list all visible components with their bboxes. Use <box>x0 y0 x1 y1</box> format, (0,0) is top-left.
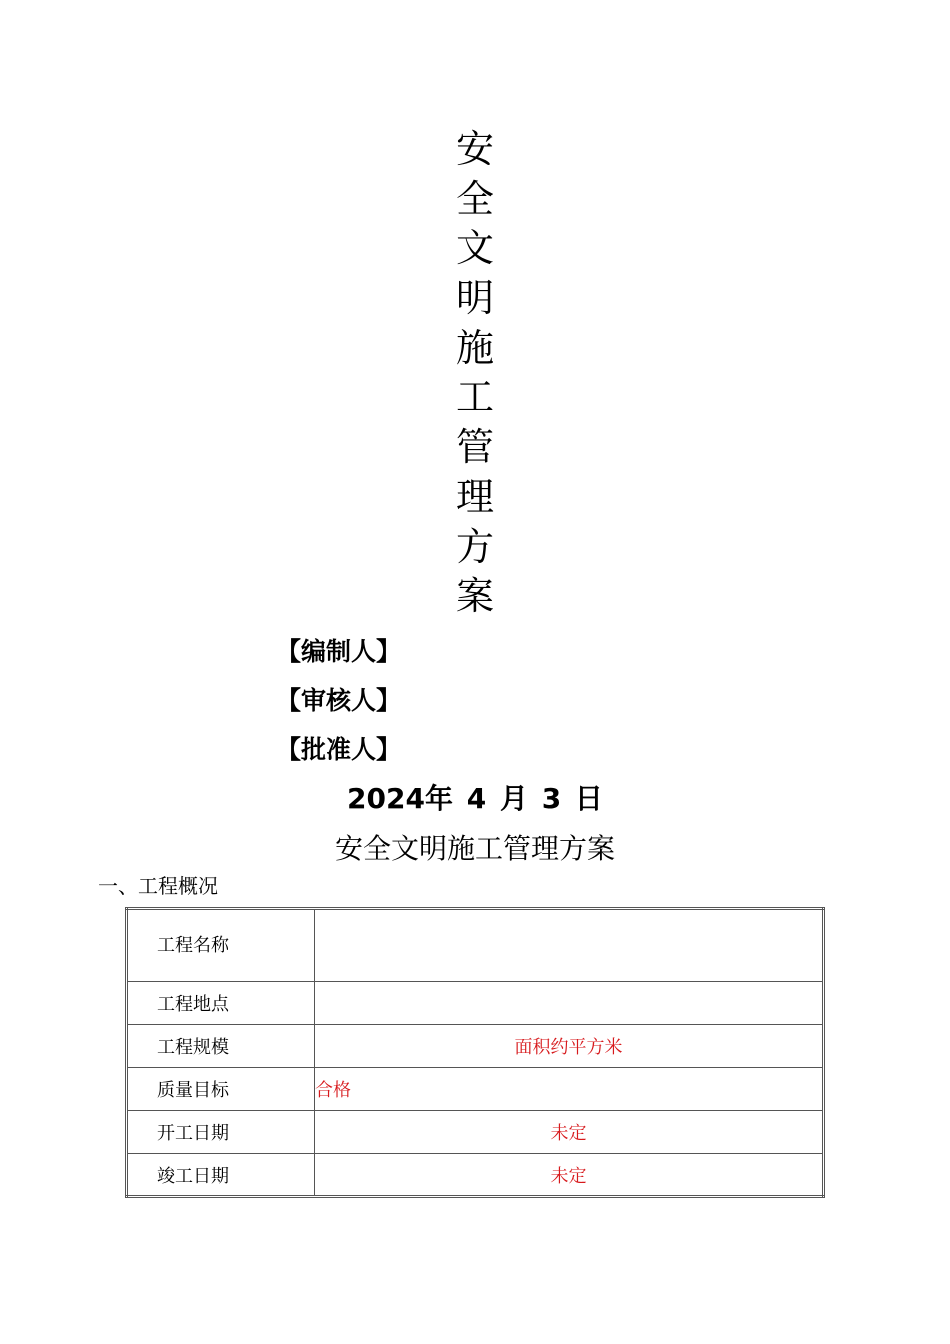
section-heading-overview: 一、工程概况 <box>98 874 218 898</box>
title-char: 文 <box>455 226 494 271</box>
title-char: 施 <box>455 325 494 370</box>
table-value: 合格 <box>315 1068 824 1111</box>
table-label: 工程规模 <box>127 1025 315 1068</box>
table-row <box>127 1025 824 1068</box>
table-row <box>127 909 824 982</box>
table-row <box>127 1111 824 1154</box>
project-overview-table <box>125 907 825 1198</box>
table-value: 未定 <box>315 1154 824 1197</box>
title-char: 工 <box>455 375 494 420</box>
signature-reviewer: 【审核人】 <box>276 686 402 715</box>
signature-compiler: 【编制人】 <box>276 637 402 666</box>
title-char: 案 <box>455 574 494 619</box>
table-row <box>127 1068 824 1111</box>
table-label: 工程名称 <box>127 909 315 982</box>
title-char: 理 <box>455 474 494 519</box>
table-label: 竣工日期 <box>127 1154 315 1197</box>
cover-vertical-title <box>0 125 950 622</box>
table-value: 面积约平方米 <box>315 1025 824 1068</box>
table-label: 工程地点 <box>127 982 315 1025</box>
title-char: 方 <box>455 524 494 569</box>
title-char: 明 <box>455 276 494 321</box>
title-char: 全 <box>455 176 494 221</box>
table-row <box>127 982 824 1025</box>
table-value <box>315 982 824 1025</box>
signature-approver: 【批准人】 <box>276 735 402 764</box>
cover-date: 2024年 4 月 3 日 <box>347 782 603 815</box>
document-title: 安全文明施工管理方案 <box>334 832 615 865</box>
table-label: 质量目标 <box>127 1068 315 1111</box>
title-char: 管 <box>455 425 494 470</box>
table-value <box>315 909 824 982</box>
title-char: 安 <box>455 127 494 171</box>
table-row <box>127 1154 824 1197</box>
table-value: 未定 <box>315 1111 824 1154</box>
table-label: 开工日期 <box>127 1111 315 1154</box>
